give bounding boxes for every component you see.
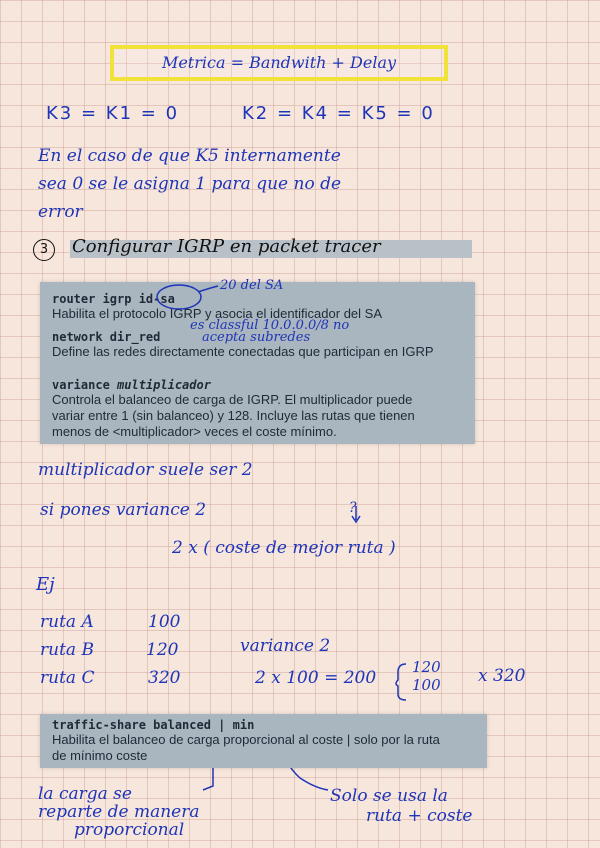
- desc-router-igrp: Habilita el protocolo IGRP y asocia el identificador del SA: [52, 306, 382, 321]
- route-a-name: ruta A: [40, 612, 94, 632]
- route-a-value: 100: [148, 612, 181, 632]
- desc-network: Define las redes directamente conectadas que participan en IGRP: [52, 344, 434, 359]
- example-calc: 2 x 100 = 200: [255, 668, 377, 688]
- desc-variance-1: Controla el balanceo de carga de IGRP. El multiplicador puede: [52, 392, 413, 407]
- note-classful-1: es classful 10.0.0.0/8 no: [190, 318, 350, 333]
- route-b-value: 120: [146, 640, 179, 660]
- note-id-sa: 20 del SA: [220, 278, 284, 293]
- note-multiplicador: multiplicador suele ser 2: [38, 460, 253, 480]
- note-bottom-right-2: ruta + coste: [366, 806, 473, 826]
- note-bottom-left-2: reparte de manera: [38, 802, 200, 822]
- note-question: ?: [349, 500, 357, 516]
- note-si-pones: si pones variance 2: [40, 500, 207, 520]
- note-bottom-left-1: la carga se: [38, 784, 132, 804]
- desc-variance-2: variar entre 1 (sin balanceo) y 128. Incluye las rutas que tienen: [52, 408, 415, 423]
- note-bottom-left-3: proporcional: [74, 820, 185, 840]
- note-k5-line2: sea 0 se le asigna 1 para que no de: [38, 174, 342, 194]
- cmd-variance: variance multiplicador: [52, 378, 211, 392]
- cmd-router-igrp: router igrp id-sa: [52, 292, 175, 306]
- section-number: 3: [33, 239, 55, 261]
- example-excluded: x 320: [478, 666, 526, 686]
- k-values-left: K3 = K1 = 0: [46, 103, 180, 124]
- brace-value-2: 100: [412, 676, 441, 694]
- note-k5-line3: error: [38, 202, 83, 222]
- k-values-right: K2 = K4 = K5 = 0: [242, 103, 435, 124]
- brace-value-1: 120: [412, 658, 441, 676]
- desc-variance-3: menos de <multiplicador> veces el coste mínimo.: [52, 424, 337, 439]
- page-title: Metrica = Bandwith + Delay: [110, 45, 448, 81]
- route-c-value: 320: [148, 668, 181, 688]
- note-classful-2: acepta subredes: [202, 330, 311, 345]
- cmd-network: network dir_red: [52, 330, 161, 344]
- example-label: Ej: [36, 574, 55, 595]
- note-formula: 2 x ( coste de mejor ruta ): [172, 538, 396, 558]
- traffic-share-box: [40, 714, 487, 768]
- note-bottom-right-1: Solo se usa la: [330, 786, 448, 806]
- cmd-traffic-share: traffic-share balanced | min: [52, 718, 255, 732]
- note-k5-line1: En el caso de que K5 internamente: [38, 146, 341, 166]
- desc-traffic-share-2: de mínimo coste: [52, 748, 148, 763]
- route-b-name: ruta B: [40, 640, 94, 660]
- route-c-name: ruta C: [40, 668, 95, 688]
- section-heading: Configurar IGRP en packet tracer: [72, 236, 381, 257]
- example-variance: variance 2: [240, 636, 331, 656]
- desc-traffic-share-1: Habilita el balanceo de carga proporcional al coste | solo por la ruta: [52, 732, 440, 747]
